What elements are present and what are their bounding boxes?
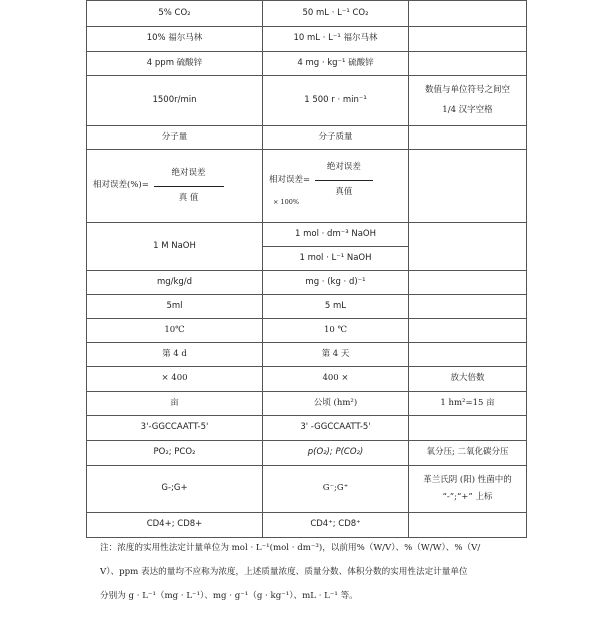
table-row (87, 343, 527, 367)
correct-cell: 公顷 (hm²) (263, 392, 409, 416)
table-row (87, 150, 527, 223)
table-row (87, 1, 527, 27)
footnote (100, 536, 530, 608)
remark-cell (409, 295, 527, 319)
remark-cell: 放大倍数 (409, 367, 527, 392)
correct-cell: 4 mg · kg⁻¹ 硫酸锌 (263, 52, 409, 76)
footnote-line: 分别为 g · L⁻¹（mg · L⁻¹）、mg · g⁻¹（g · kg⁻¹）、mL · L⁻¹ 等。 (100, 591, 358, 601)
footnote-line: 注：浓度的实用性法定计量单位为 mol · L⁻¹(mol · dm⁻³)，以前用%（W/V）、%（W/W）、%（V/ (100, 543, 481, 553)
incorrect-cell: 5ml (87, 295, 263, 319)
formula-label: 相对误差= (269, 174, 311, 185)
footnote-line: V）、ppm 表达的量均不应称为浓度，上述质量浓度、质量分数、体积分数的实用性法定计量单位 (100, 567, 468, 577)
correct-cell: 10 mL · L⁻¹ 福尔马林 (263, 27, 409, 52)
correct-cell: mg · (kg · d)⁻¹ (263, 271, 409, 295)
remark-line: 革兰氏阴 (阳) 性菌中的 (423, 474, 512, 485)
fraction (315, 162, 373, 198)
incorrect-cell: × 400 (87, 367, 263, 392)
incorrect-cell: 3'-GGCCAATT-5' (87, 416, 263, 441)
remark-line: 1/4 汉字空格 (442, 104, 493, 115)
remark-cell (409, 52, 527, 76)
remark-cell (409, 416, 527, 441)
correct-cell: 第 4 天 (263, 343, 409, 367)
correct-cell: p(O₂); P(CO₂) (263, 441, 409, 466)
incorrect-cell: mg/kg/d (87, 271, 263, 295)
table-row (87, 367, 527, 392)
remark-cell (409, 513, 527, 538)
remark-cell: 1 hm²=15 亩 (409, 392, 527, 416)
incorrect-cell: 1500r/min (87, 76, 263, 126)
remark-cell (409, 1, 527, 27)
incorrect-cell: 分子量 (87, 126, 263, 150)
incorrect-cell: 5% CO₂ (87, 1, 263, 27)
correct-cell: G⁻;G⁺ (263, 466, 409, 513)
table-row (87, 441, 527, 466)
table-row (87, 416, 527, 441)
incorrect-formula-cell (87, 150, 263, 223)
fraction (154, 168, 224, 204)
table-row (87, 223, 527, 247)
multiplier: × 100% (273, 198, 300, 207)
incorrect-cell: 4 ppm 硫酸锌 (87, 52, 263, 76)
table-row (87, 76, 527, 126)
remark-cell (409, 319, 527, 343)
table-row (87, 513, 527, 538)
table-row (87, 126, 527, 150)
fraction-numerator: 绝对误差 (171, 168, 206, 179)
correct-cell: 5 mL (263, 295, 409, 319)
formula-label: 相对误差(%)= (93, 180, 149, 191)
table-row (87, 295, 527, 319)
fraction-denominator: 真 值 (178, 192, 199, 203)
correct-cell: 1 mol · dm⁻³ NaOH (263, 223, 409, 247)
incorrect-cell: 1 M NaOH (87, 223, 263, 271)
remark-cell (409, 343, 527, 367)
incorrect-cell: 第 4 d (87, 343, 263, 367)
fraction-denominator: 真值 (335, 186, 353, 197)
table-row (87, 52, 527, 76)
remark-cell (409, 271, 527, 295)
correct-cell: 50 mL · L⁻¹ CO₂ (263, 1, 409, 27)
remark-cell (409, 76, 527, 126)
remark-cell (409, 150, 527, 223)
remark-line: “-”;“+” 上标 (442, 492, 493, 502)
table-row (87, 27, 527, 52)
correct-formula-cell (263, 150, 409, 223)
table-row (87, 466, 527, 513)
correct-cell: 400 × (263, 367, 409, 392)
remark-cell (409, 223, 527, 271)
remark-line: 数值与单位符号之间空 (424, 85, 510, 96)
remark-cell (409, 126, 527, 150)
correct-cell: 1 mol · L⁻¹ NaOH (263, 247, 409, 271)
correct-cell: 10 ℃ (263, 319, 409, 343)
remark-cell (409, 27, 527, 52)
unit-comparison-table (86, 0, 527, 538)
incorrect-cell: 10% 福尔马林 (87, 27, 263, 52)
incorrect-cell: 亩 (87, 392, 263, 416)
correct-cell: 3' -GGCCAATT-5' (263, 416, 409, 441)
correct-cell: 1 500 r · min⁻¹ (263, 76, 409, 126)
correct-cell: 分子质量 (263, 126, 409, 150)
table-row (87, 392, 527, 416)
incorrect-cell: G-;G+ (87, 466, 263, 513)
incorrect-cell: CD4+; CD8+ (87, 513, 263, 538)
incorrect-cell: 10℃ (87, 319, 263, 343)
incorrect-cell: PO₂; PCO₂ (87, 441, 263, 466)
remark-cell (409, 466, 527, 513)
correct-cell: CD4⁺; CD8⁺ (263, 513, 409, 538)
table-row (87, 271, 527, 295)
fraction-numerator: 绝对误差 (326, 162, 361, 173)
remark-cell: 氧分压; 二氧化碳分压 (409, 441, 527, 466)
table-row (87, 319, 527, 343)
